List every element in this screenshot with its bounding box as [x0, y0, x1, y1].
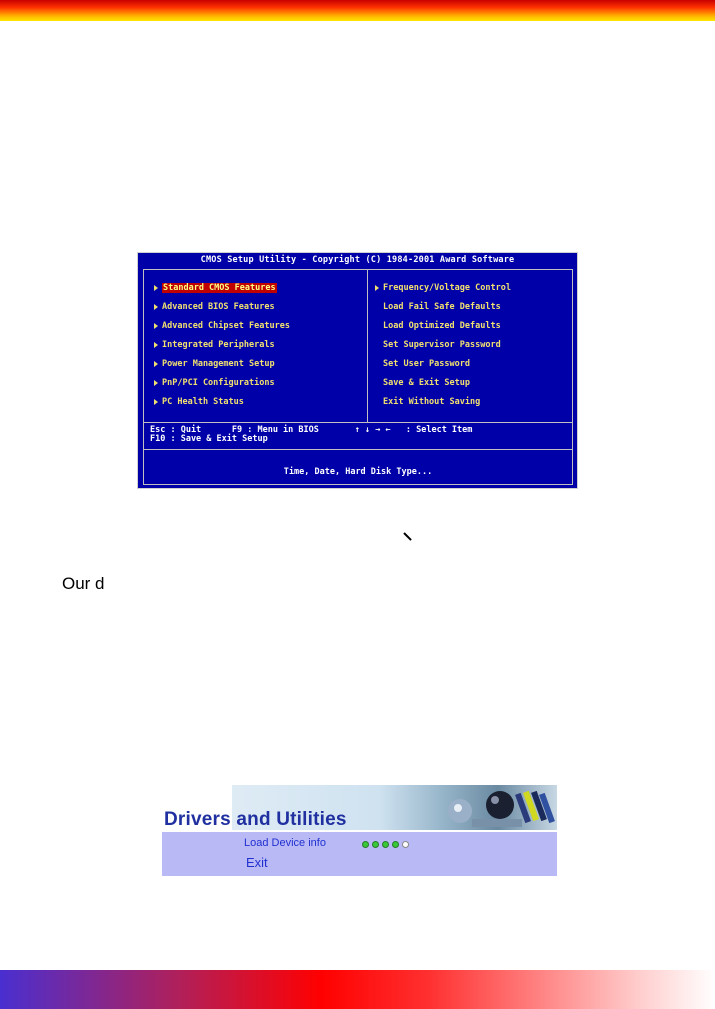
bios-help-divider [144, 422, 572, 423]
bios-help-line-1: Esc : Quit F9 : Menu in BIOS ↑ ↓ → ← : Select Item [150, 425, 473, 435]
banner-divider [162, 830, 557, 832]
bios-left-menu-item-label: Standard CMOS Features [163, 283, 276, 293]
bios-left-menu-item[interactable] [154, 340, 275, 350]
bios-right-menu-item[interactable] [375, 302, 501, 312]
bios-right-menu-item[interactable] [375, 397, 480, 407]
progress-dot [402, 841, 409, 848]
bios-right-menu-item-label: Load Fail Safe Defaults [383, 302, 501, 312]
footer-band [0, 970, 715, 1009]
bios-help-line-2: F10 : Save & Exit Setup [150, 434, 268, 444]
bios-right-menu-item[interactable] [375, 378, 470, 388]
bios-left-menu-item-label: PnP/PCI Configurations [162, 378, 275, 388]
progress-dot [382, 841, 389, 848]
submenu-arrow-icon [154, 304, 158, 310]
bios-right-menu-item[interactable] [375, 359, 470, 369]
bios-description-divider [144, 449, 572, 450]
bios-right-menu-item[interactable] [375, 283, 511, 293]
submenu-arrow-icon [154, 361, 158, 367]
body-paragraph: Our d [62, 574, 105, 593]
bios-right-menu-item-label: Exit Without Saving [383, 397, 481, 407]
bios-right-menu-item[interactable] [375, 321, 501, 331]
bios-right-menu-item-label: Frequency/Voltage Control [383, 283, 511, 293]
bios-column-divider [367, 270, 368, 422]
submenu-arrow-icon [154, 399, 158, 405]
bios-left-menu-item-label: PC Health Status [162, 397, 244, 407]
progress-dot [362, 841, 369, 848]
bios-left-menu-item[interactable] [154, 378, 275, 388]
submenu-arrow-icon [375, 285, 379, 291]
bios-left-menu-item[interactable] [154, 302, 275, 312]
load-device-info-link[interactable]: Load Device info [244, 837, 326, 849]
header-band [0, 0, 715, 21]
bios-right-menu-item-label: Load Optimized Defaults [383, 321, 501, 331]
drivers-title: Drivers and Utilities [164, 809, 347, 830]
bios-left-menu-item[interactable] [154, 397, 244, 407]
progress-dots [362, 841, 409, 848]
bios-title: CMOS Setup Utility - Copyright (C) 1984-2001 Award Software [200, 255, 515, 265]
bios-right-menu-item-label: Set Supervisor Password [383, 340, 501, 350]
drivers-utilities-window [162, 785, 557, 876]
progress-dot [392, 841, 399, 848]
submenu-arrow-icon [154, 380, 158, 386]
bios-left-menu-item[interactable] [154, 359, 275, 369]
drivers-banner [162, 785, 557, 830]
exit-link[interactable]: Exit [246, 855, 268, 870]
bios-setup-screen [137, 252, 578, 489]
bios-item-description: Time, Date, Hard Disk Type... [283, 467, 433, 477]
submenu-arrow-icon [154, 323, 158, 329]
bios-left-menu-item[interactable] [154, 321, 290, 331]
bios-left-menu-item-label: Integrated Peripherals [162, 340, 275, 350]
bios-left-menu-item[interactable] [154, 283, 277, 293]
bios-right-menu-item-label: Set User Password [383, 359, 470, 369]
bios-frame [143, 269, 573, 485]
pen-stroke-mark [403, 532, 411, 540]
bios-right-menu-item-label: Save & Exit Setup [383, 378, 470, 388]
submenu-arrow-icon [154, 342, 158, 348]
bios-left-menu-item-label: Advanced BIOS Features [162, 302, 275, 312]
progress-dot [372, 841, 379, 848]
bios-left-menu-item-label: Advanced Chipset Features [162, 321, 290, 331]
submenu-arrow-icon [154, 285, 158, 291]
bios-right-menu-item[interactable] [375, 340, 501, 350]
bios-left-menu-item-label: Power Management Setup [162, 359, 275, 369]
banner-art-image [442, 787, 557, 830]
